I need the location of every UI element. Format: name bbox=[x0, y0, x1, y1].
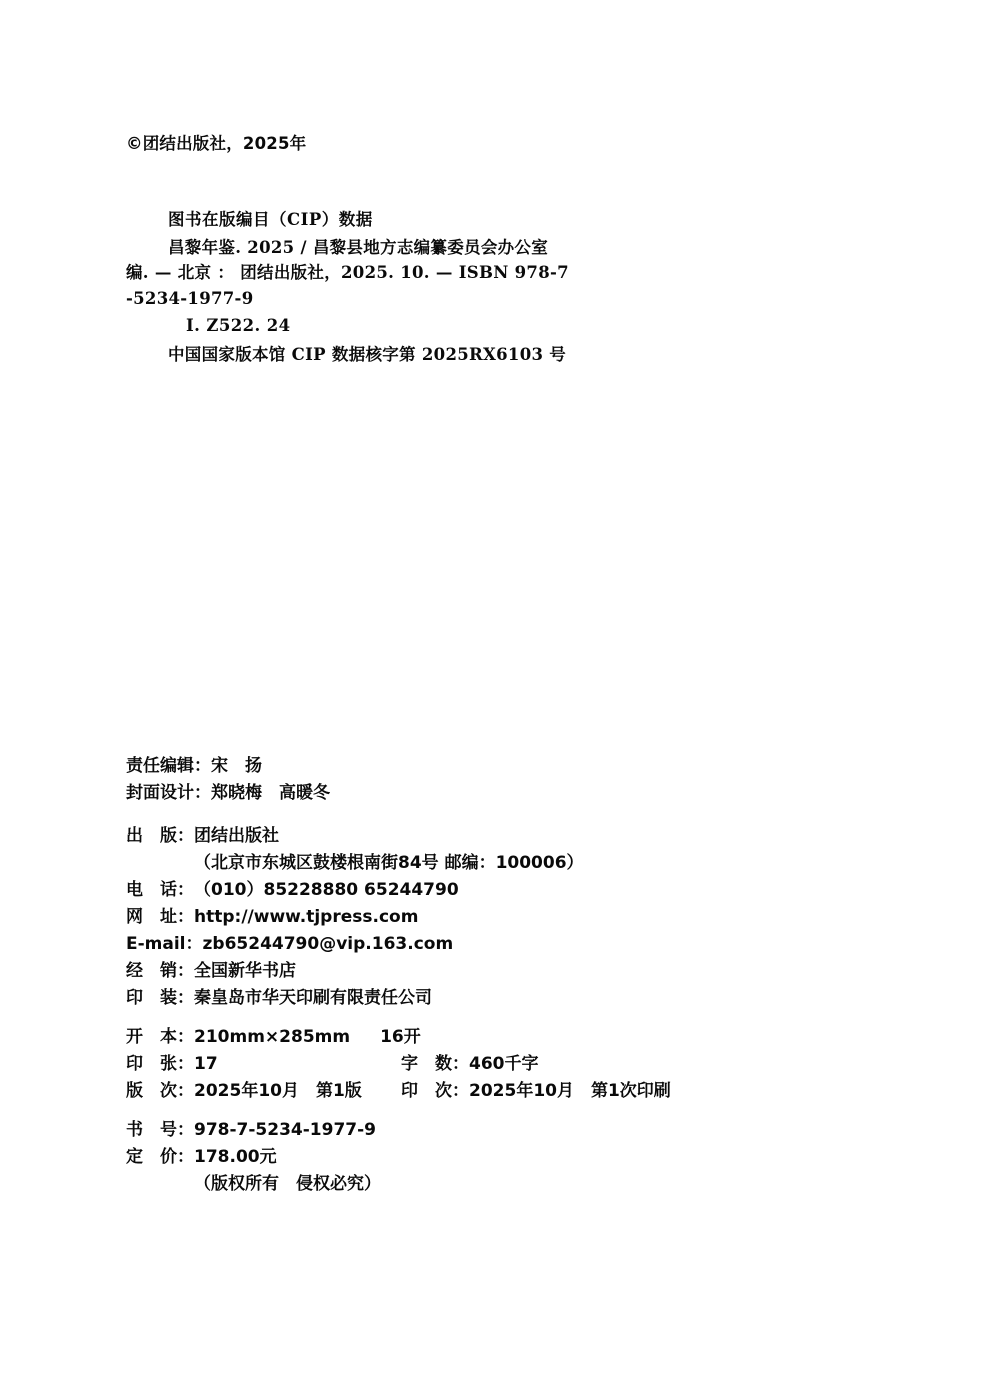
copyright-notice: ©团结出版社，2025年 bbox=[126, 134, 307, 153]
rights-notice: （版权所有 侵权必究） bbox=[194, 1174, 381, 1194]
format-row bbox=[126, 1029, 826, 1046]
cip-classification: Ⅰ. Z522. 24 bbox=[186, 316, 291, 336]
distribution-row bbox=[126, 963, 826, 980]
cip-line-1: 昌黎年鉴. 2025 / 昌黎县地方志编纂委员会办公室 bbox=[168, 237, 549, 257]
publisher-label: 出 版： bbox=[126, 826, 194, 846]
format-label: 开 本： bbox=[126, 1027, 194, 1047]
price-label: 定 价： bbox=[126, 1147, 194, 1167]
printing-row bbox=[126, 990, 826, 1007]
isbn-row bbox=[126, 1122, 826, 1139]
website-row bbox=[126, 909, 826, 926]
sheets-value: 17 bbox=[194, 1054, 218, 1074]
publisher-value: 团结出版社 bbox=[194, 826, 279, 846]
printing-value: 秦皇岛市华天印刷有限责任公司 bbox=[194, 988, 432, 1008]
publisher-address: （北京市东城区鼓楼根南街84号 邮编：100006） bbox=[194, 853, 584, 873]
isbn-label: 书 号： bbox=[126, 1120, 194, 1140]
website-value[interactable]: http://www.tjpress.com bbox=[194, 907, 419, 927]
website-label: 网 址： bbox=[126, 907, 194, 927]
distribution-value: 全国新华书店 bbox=[194, 961, 296, 981]
responsible-editor-label: 责任编辑： bbox=[126, 756, 211, 776]
words-value: 460千字 bbox=[469, 1054, 539, 1074]
printing-label: 印 装： bbox=[126, 988, 194, 1008]
cip-line-2: 编. — 北京 ： 团结出版社，2025. 10. — ISBN 978-7 bbox=[126, 263, 569, 283]
impression-group bbox=[401, 1083, 671, 1100]
price-value: 178.00元 bbox=[194, 1147, 277, 1167]
email-row bbox=[126, 936, 826, 953]
cip-block bbox=[126, 207, 666, 367]
distribution-label: 经 销： bbox=[126, 961, 194, 981]
impression-label: 印 次： bbox=[401, 1081, 469, 1101]
publisher-row bbox=[126, 828, 826, 845]
cip-heading: 图书在版编目（CIP）数据 bbox=[168, 210, 373, 229]
cip-line-3: -5234-1977-9 bbox=[126, 288, 254, 308]
cip-archive-number: 中国国家版本馆 CIP 数据核字第 2025RX6103 号 bbox=[168, 344, 567, 364]
edition-impression-row bbox=[126, 1083, 826, 1100]
responsible-editor-row bbox=[126, 758, 826, 775]
impression-value: 2025年10月 第1次印刷 bbox=[469, 1081, 671, 1101]
phone-row bbox=[126, 882, 826, 899]
cover-designer-value: 郑晓梅 高暖冬 bbox=[211, 783, 330, 803]
words-label: 字 数： bbox=[401, 1054, 469, 1074]
isbn-value: 978-7-5234-1977-9 bbox=[194, 1120, 376, 1140]
imprint-block bbox=[126, 758, 826, 1203]
sheets-words-row bbox=[126, 1056, 826, 1073]
responsible-editor-value: 宋 扬 bbox=[211, 756, 262, 776]
cover-designer-row bbox=[126, 785, 826, 802]
email-label: E-mail： bbox=[126, 934, 203, 954]
phone-value: （010）85228880 65244790 bbox=[194, 880, 459, 900]
edition-label: 版 次： bbox=[126, 1081, 194, 1101]
format-extra: 16开 bbox=[380, 1027, 421, 1047]
price-row bbox=[126, 1149, 826, 1166]
cover-designer-label: 封面设计： bbox=[126, 783, 211, 803]
cip-body bbox=[126, 235, 666, 312]
format-value: 210mm×285mm bbox=[194, 1027, 351, 1047]
words-group bbox=[401, 1056, 539, 1073]
edition-value: 2025年10月 第1版 bbox=[194, 1081, 362, 1101]
sheets-label: 印 张： bbox=[126, 1054, 194, 1074]
phone-label: 电 话： bbox=[126, 880, 194, 900]
email-value[interactable]: zb65244790@vip.163.com bbox=[202, 934, 454, 954]
